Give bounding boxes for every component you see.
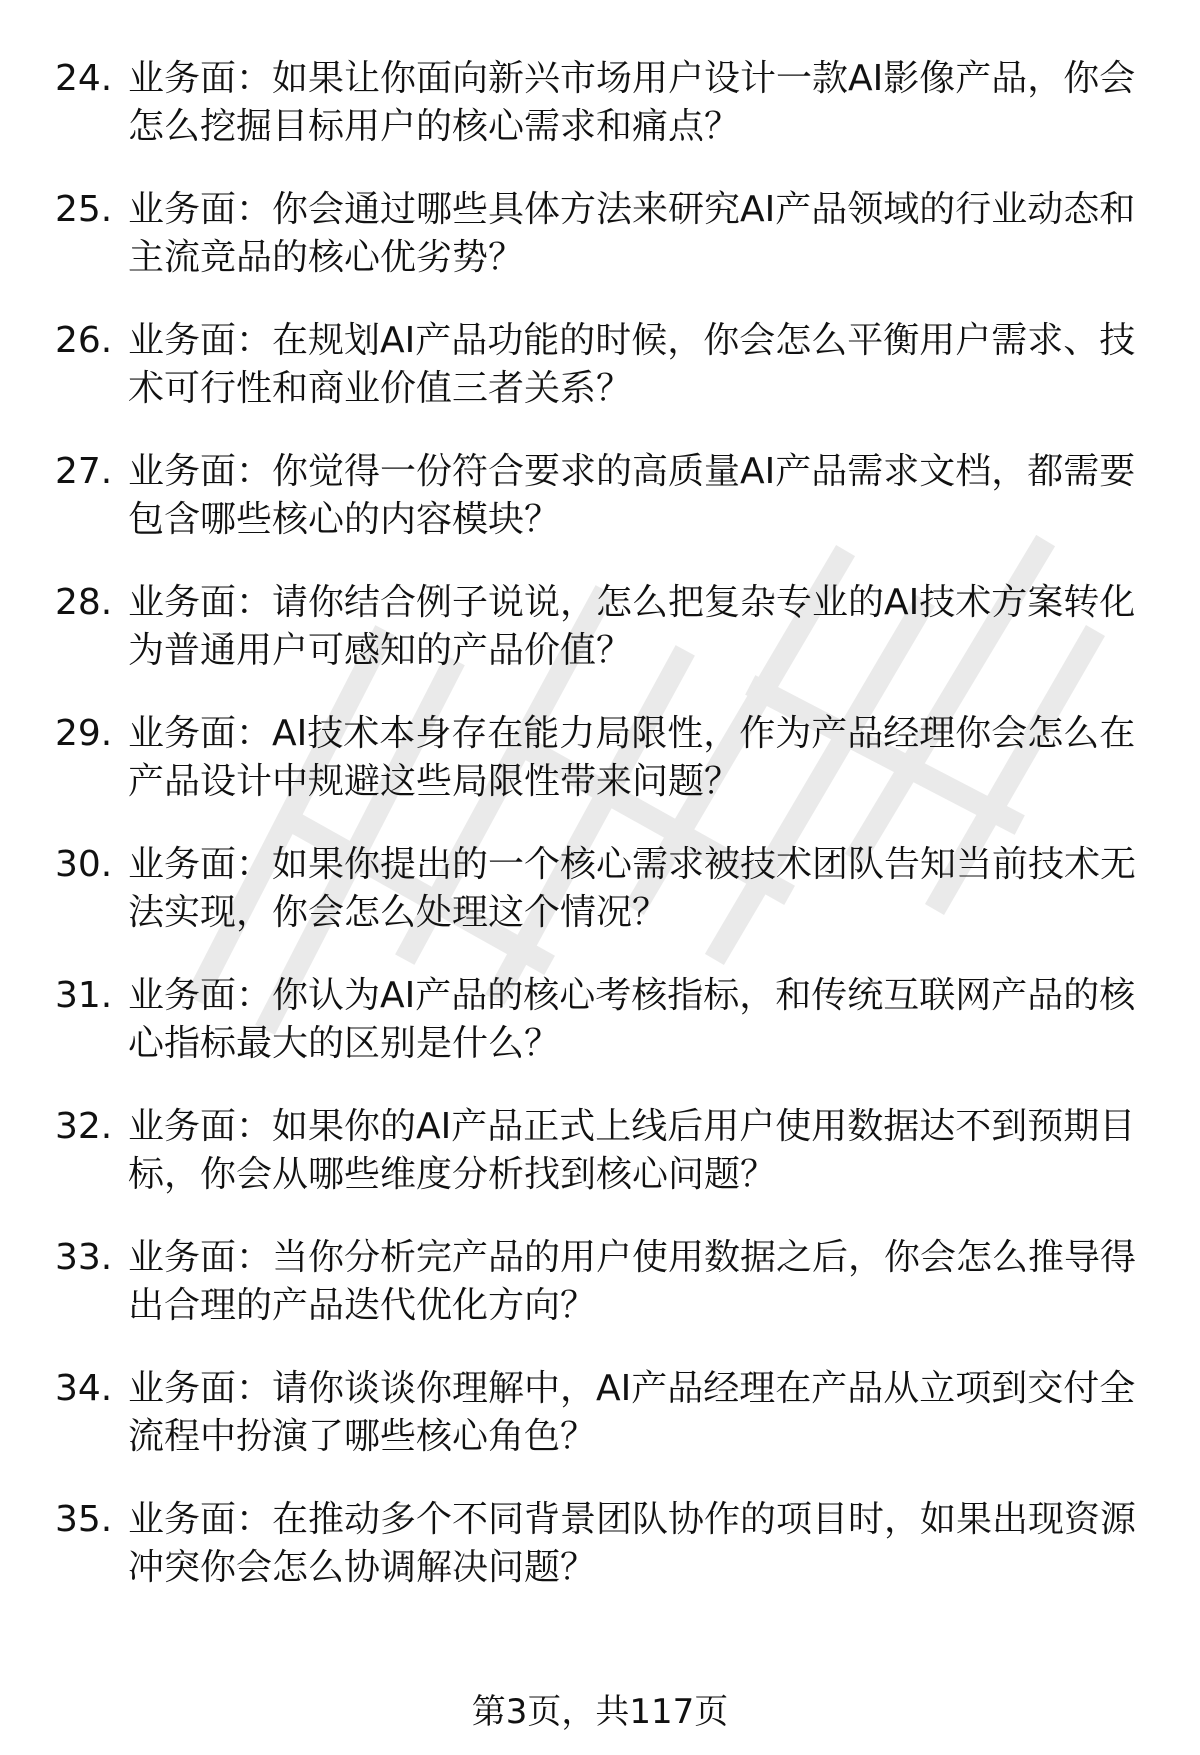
list-item [0, 710, 1200, 841]
list-item [0, 1496, 1200, 1627]
question-number: 34. [55, 1368, 113, 1409]
question-number: 27. [55, 451, 113, 492]
question-number: 33. [55, 1237, 113, 1278]
list-item [0, 55, 1200, 186]
list-item [0, 841, 1200, 972]
question-number: 28. [55, 582, 113, 623]
question-number: 35. [55, 1499, 113, 1540]
question-number: 29. [55, 713, 113, 754]
question-text: 业务面：如果让你面向新兴市场用户设计一款AI影像产品，你会怎么挖掘目标用户的核心需求和痛点？ [128, 58, 1136, 147]
question-text: 业务面：请你结合例子说说，怎么把复杂专业的AI技术方案转化为普通用户可感知的产品价值？ [128, 582, 1136, 671]
question-number: 32. [55, 1106, 113, 1147]
question-text: 业务面：请你谈谈你理解中，AI产品经理在产品从立项到交付全流程中扮演了哪些核心角色？ [128, 1368, 1136, 1457]
question-text: 业务面：在规划AI产品功能的时候，你会怎么平衡用户需求、技术可行性和商业价值三者关系？ [128, 320, 1136, 409]
question-number: 25. [55, 189, 113, 230]
list-item [0, 972, 1200, 1103]
question-number: 26. [55, 320, 113, 361]
question-text: 业务面：如果你提出的一个核心需求被技术团队告知当前技术无法实现，你会怎么处理这个情况？ [128, 844, 1137, 933]
question-list [0, 55, 1200, 1627]
question-text: 业务面：AI技术本身存在能力局限性，作为产品经理你会怎么在产品设计中规避这些局限性带来问题？ [128, 713, 1136, 802]
page-number-footer: 第3页，共117页 [471, 1692, 729, 1732]
list-item [0, 1234, 1200, 1365]
list-item [0, 317, 1200, 448]
question-text: 业务面：在推动多个不同背景团队协作的项目时，如果出现资源冲突你会怎么协调解决问题？ [128, 1499, 1137, 1588]
question-text: 业务面：你认为AI产品的核心考核指标，和传统互联网产品的核心指标最大的区别是什么？ [128, 975, 1136, 1064]
list-item [0, 186, 1200, 317]
list-item [0, 1365, 1200, 1496]
question-text: 业务面：如果你的AI产品正式上线后用户使用数据达不到预期目标，你会从哪些维度分析找到核心问题？ [128, 1106, 1136, 1195]
question-text: 业务面：你会通过哪些具体方法来研究AI产品领域的行业动态和主流竞品的核心优劣势？ [128, 189, 1136, 278]
list-item [0, 579, 1200, 710]
question-number: 30. [55, 844, 113, 885]
question-text: 业务面：你觉得一份符合要求的高质量AI产品需求文档，都需要包含哪些核心的内容模块？ [128, 451, 1136, 540]
list-item [0, 448, 1200, 579]
list-item [0, 1103, 1200, 1234]
question-text: 业务面：当你分析完产品的用户使用数据之后，你会怎么推导得出合理的产品迭代优化方向？ [128, 1237, 1137, 1326]
question-number: 31. [55, 975, 113, 1016]
question-number: 24. [55, 58, 113, 99]
